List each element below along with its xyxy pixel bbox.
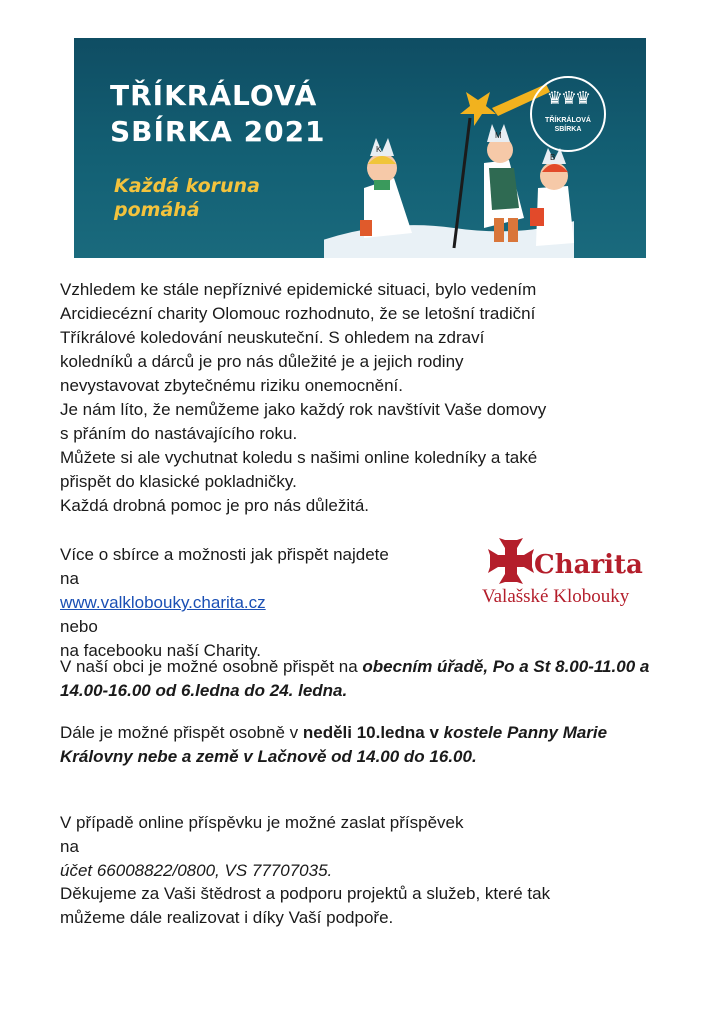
- intro-line: s přáním do nastávajícího roku.: [60, 424, 298, 443]
- more-info-paragraph: Více o sbírce a možnosti jak přispět najdete na www.valklobouky.charita.cz nebo na facebooku naší Charity.: [60, 543, 480, 663]
- intro-line: Je nám líto, že nemůžeme jako každý rok navštívit Vaše domovy: [60, 400, 547, 419]
- online-line1: V případě online příspěvku je možné zaslat příspěvek: [60, 813, 464, 832]
- intro-line: Tříkrálové koledování neuskuteční. S ohledem na zdraví: [60, 328, 485, 347]
- intro-line: přispět do klasické pokladničky.: [60, 472, 297, 491]
- charita-cross-icon: [488, 538, 534, 584]
- church-location: kostele Panny Marie Královny nebe a země v Lačnově od 14.00 do 16.00.: [60, 723, 608, 766]
- charita-subtitle: Valašské Klobouky: [482, 586, 630, 607]
- online-paragraph: V případě online příspěvku je možné zaslat příspěvek na účet 66008822/0800, VS 77707035.: [60, 811, 680, 883]
- more-info-line1: Více o sbírce a možnosti jak přispět najdete: [60, 545, 389, 564]
- thanks-line2: můžeme dále realizovat i díky Vaší podpoře.: [60, 908, 394, 927]
- intro-line: Arcidiecézní charity Olomouc rozhodnuto, že se letošní tradiční: [60, 304, 536, 323]
- church-paragraph: Dále je možné přispět osobně v neděli 10.ledna v kostele Panny Marie Královny nebe a země v Lačnově od 14.00 do 16.00.: [60, 723, 608, 766]
- svg-text:M: M: [495, 131, 502, 140]
- banner-title-line1: TŘÍKRÁLOVÁ: [110, 79, 318, 112]
- office-paragraph: V naší obci je možné osobně přispět na obecním úřadě, Po a St 8.00-11.00 a 14.00-16.00 od 6.ledna do 24. ledna.: [60, 657, 650, 700]
- banner-slogan: [114, 174, 260, 222]
- svg-text:B: B: [550, 153, 556, 162]
- intro-line: Každá drobná pomoc je pro nás důležitá.: [60, 496, 370, 515]
- thanks-paragraph: [60, 882, 680, 930]
- campaign-banner: [74, 38, 646, 258]
- logo-text-line2: SBÍRKA: [554, 126, 582, 133]
- crowns-icon: ♛♛♛: [546, 88, 590, 108]
- banner-title: [110, 78, 326, 150]
- banner-title-line2: SBÍRKA 2021: [110, 115, 326, 148]
- more-info-line3: na facebooku naší Charity.: [60, 641, 261, 660]
- charita-logo: [482, 536, 652, 616]
- intro-line: koledníků a dárců je pro nás důležité je a jejich rodiny: [60, 352, 464, 371]
- king-figure-right: [530, 148, 574, 246]
- logo-text-line1: TŘÍKRÁLOVÁ: [545, 117, 591, 124]
- banner-slogan-line1: Každá koruna: [114, 175, 260, 197]
- intro-paragraph: [60, 278, 680, 518]
- thanks-line1: Děkujeme za Vaši štědrost a podporu projektů a služeb, které tak: [60, 884, 551, 903]
- intro-line: nevystavovat zbytečnému riziku onemocnění.: [60, 376, 404, 395]
- intro-line: Můžete si ale vychutnat koledu s našimi online koledníky a také: [60, 448, 538, 467]
- banner-slogan-line2: pomáhá: [114, 199, 200, 221]
- svg-text:K: K: [376, 145, 382, 154]
- church-date: neděli 10.ledna v: [302, 723, 444, 742]
- intro-line: Vzhledem ke stále nepříznivé epidemické situaci, bylo vedením: [60, 280, 537, 299]
- king-figure-middle: [484, 124, 524, 242]
- trikralova-sbirka-logo: [530, 76, 606, 152]
- bank-account: účet 66008822/0800, VS 77707035.: [60, 861, 333, 880]
- charita-website-link[interactable]: www.valklobouky.charita.cz: [60, 593, 266, 612]
- office-hours: obecním úřadě, Po a St 8.00-11.00 a 14.00-16.00 od 6.ledna do 24. ledna.: [60, 657, 650, 700]
- king-figure-left: [360, 138, 412, 238]
- charita-name: Charita: [534, 550, 643, 580]
